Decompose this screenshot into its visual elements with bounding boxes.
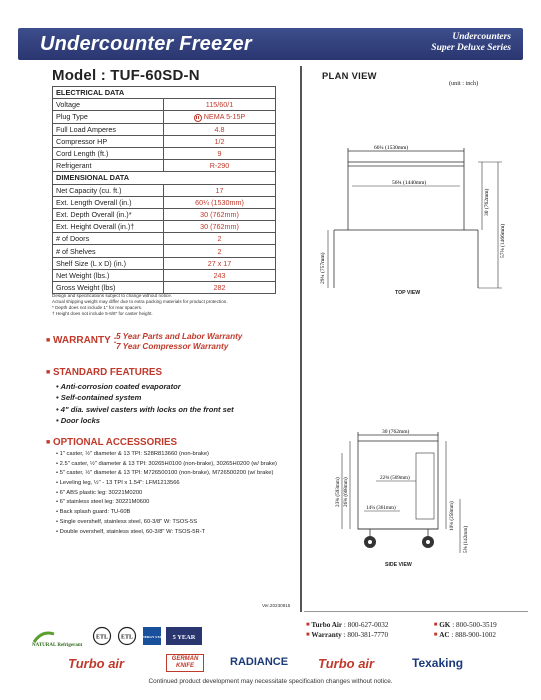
- accessory-item: • 6" stainless steel leg: 30221M0600: [56, 499, 150, 506]
- spec-row: [53, 111, 276, 123]
- spec-label: Ext. Height Overall (in.)†: [53, 221, 164, 233]
- spec-label: Shelf Size (L x D) (in.): [53, 257, 164, 269]
- spec-section-heading: ELECTRICAL DATA: [53, 87, 276, 99]
- bullet-icon: ■: [46, 438, 51, 446]
- spec-label: # of Doors: [53, 233, 164, 245]
- note-line: Design and specifications subject to change without notice.: [52, 293, 173, 298]
- standard-features-list: [56, 381, 234, 426]
- side-view-drawing: [320, 425, 525, 560]
- warranty-label: [46, 335, 117, 346]
- spec-label: Plug Type: [53, 111, 164, 123]
- standard-features-heading: [46, 367, 162, 378]
- feature-text: 4" dia. swivel casters with locks on the front set: [60, 404, 234, 414]
- etl-sanitation-logo: [117, 626, 137, 651]
- optional-accessories-list: [56, 451, 286, 538]
- spec-value: 2: [164, 233, 276, 245]
- brand-strip: [40, 650, 510, 672]
- svg-text:NATURAL Refrigerant: NATURAL Refrigerant: [32, 643, 83, 648]
- accessory-text: 6" ABS plastic leg: 30221M0200: [59, 489, 143, 496]
- unit-label: (unit : inch): [449, 80, 479, 87]
- dim-inner-length: 56¾ (1440mm): [392, 180, 427, 186]
- bullet-icon: ■: [433, 632, 438, 639]
- spec-label: Ext. Length Overall (in.): [53, 196, 164, 208]
- feature-item: • Self-contained system: [56, 393, 142, 403]
- contact-phone: 800-627-0032: [347, 621, 389, 629]
- spec-value-text: NEMA 5-15P: [203, 112, 246, 122]
- contact-phone: 800-381-7770: [347, 631, 389, 640]
- svg-text:ETL: ETL: [95, 634, 109, 641]
- warranty-line: 5 Year Parts and Labor Warranty: [116, 332, 243, 341]
- dim-side-width: 30 (762mm): [382, 429, 410, 435]
- optional-accessories-title: OPTIONAL ACCESSORIES: [52, 437, 178, 448]
- dim-shelf-depth: 14¼ (361mm): [366, 505, 396, 511]
- plug-icon: [194, 114, 202, 122]
- footer-note: Continued product development may necessitate specification changes without notice.: [148, 678, 393, 685]
- accessory-item: • 2.5" caster, ½" diameter & 13 TPI: 30265H0100 (non-brake), 30265H0200 (w/ brake): [56, 460, 277, 467]
- top-view-label: TOP VIEW: [395, 290, 421, 296]
- spec-section-heading: DIMENSIONAL DATA: [53, 172, 276, 184]
- series-line2: Super Deluxe Series: [431, 43, 511, 53]
- brand-radiance-logo: RADIANCE: [230, 656, 289, 668]
- spec-row: [53, 208, 276, 220]
- spec-label: Ext. Depth Overall (in.)*: [53, 208, 164, 220]
- dim-open-depth: 57⅝ (1466mm): [500, 223, 506, 258]
- note-line: * Depth does not include 1" for rear spacers.: [52, 305, 143, 310]
- feature-item: • Door locks: [56, 415, 101, 425]
- spec-row: [53, 123, 276, 135]
- feature-text: Anti-corrosion coated evaporator: [60, 382, 181, 391]
- spec-value: 60¼ (1530mm): [164, 196, 276, 208]
- contact-phone: 800-500-3519: [456, 621, 497, 629]
- dim-overall-length: 60¼ (1530mm): [374, 145, 409, 151]
- spec-label: Refrigerant: [53, 160, 164, 172]
- spec-row: [53, 233, 276, 245]
- model-number: Model : TUF-60SD-N: [52, 67, 200, 84]
- bullet-icon: ■: [433, 622, 438, 629]
- accessory-text: 6" stainless steel leg: 30221M0600: [59, 499, 150, 506]
- spec-row: [53, 257, 276, 269]
- spec-label: # of Shelves: [53, 245, 164, 257]
- spec-value: 243: [164, 269, 276, 281]
- spec-section-row: [53, 87, 276, 99]
- standard-features-title: STANDARD FEATURES: [52, 367, 163, 378]
- accessory-item: • Back splash guard: TU-60B: [56, 509, 131, 516]
- spec-value: [164, 111, 276, 123]
- spec-label: Full Load Amperes: [53, 123, 164, 135]
- feature-item: • 4" dia. swivel casters with locks on the front set: [56, 404, 234, 414]
- dim-inner-depth: 22⅜ (569mm): [380, 475, 410, 481]
- accessory-item: • 6" ABS plastic leg: 30221M0200: [56, 489, 143, 496]
- side-view-label: SIDE VIEW: [385, 562, 412, 568]
- contact-row: ■ Turbo Air : 800-627-0032 ■ GK : 800-500-3519: [306, 621, 497, 629]
- page-title: Undercounter Freezer: [40, 33, 252, 55]
- spec-value: 30 (762mm): [164, 221, 276, 233]
- accessory-text: 2.5" caster, ½" diameter & 13 TPI: 30265H0100 (non-brake), 30265H0200 (w/ brake): [59, 460, 277, 467]
- dim-side-height: 26⅜ (668mm): [343, 477, 349, 507]
- contact-block: [306, 620, 497, 641]
- warranty-label-text: WARRANTY :: [53, 335, 117, 346]
- spec-label: Net Capacity (cu. ft.): [53, 184, 164, 196]
- spec-label: Cord Length (ft.): [53, 147, 164, 159]
- bullet-icon: ■: [46, 336, 51, 344]
- accessory-text: Double overshelf, stainless steel, 60-3/8" W: TSOS-5R-T: [59, 528, 206, 535]
- contact-phone: 888-900-1002: [455, 631, 496, 640]
- contact-label: Turbo Air: [311, 621, 343, 629]
- series-label: [431, 32, 511, 54]
- spec-value: 1/2: [164, 135, 276, 147]
- accessory-text: Single overshelf, stainless steel, 60-3/8" W: TSOS-5S: [59, 518, 198, 525]
- dim-caster: 10⅛ (258mm): [449, 501, 455, 531]
- feature-item: • Anti-corrosion coated evaporator: [56, 382, 181, 391]
- spec-value: 9: [164, 147, 276, 159]
- accessory-item: • Leveling leg, ½" - 13 TPI x 1.54": LFM1213566: [56, 480, 180, 487]
- spec-row: [53, 221, 276, 233]
- spec-row: [53, 269, 276, 281]
- dim-door-depth: 29¾ (757mm): [320, 252, 326, 284]
- brand-turbo-air-logo: Turbo air: [68, 656, 125, 671]
- accessory-item: • 5" caster, ½" diameter & 13 TPI: M726500100 (non-brake), M726500200 (w/ brake): [56, 470, 274, 477]
- spec-label: Voltage: [53, 99, 164, 111]
- spec-value: 27 x 17: [164, 257, 276, 269]
- svg-text:ETL: ETL: [120, 634, 134, 641]
- spec-row: [53, 245, 276, 257]
- spec-table: [52, 86, 276, 294]
- series-line1: Undercounters: [452, 32, 511, 42]
- brand-turbo-air-logo: Turbo air: [318, 656, 375, 671]
- version-label: Ver.20230815: [262, 603, 291, 608]
- accessory-item: • Double overshelf, stainless steel, 60-3/8" W: TSOS-5R-T: [56, 528, 206, 535]
- spec-row: [53, 99, 276, 111]
- five-year-warranty-logo: [166, 627, 202, 650]
- bullet-icon: ■: [46, 368, 51, 376]
- bullet-icon: ■: [306, 622, 310, 629]
- spec-row: [53, 282, 276, 294]
- warranty-line: 7 Year Compressor Warranty: [116, 342, 229, 351]
- note-line: † Height does not include 5-6/8" for caster height.: [52, 311, 153, 316]
- brand-german-knife-logo: GERMAN KNIFE: [166, 654, 204, 672]
- spec-value: 2: [164, 245, 276, 257]
- spec-notes: [52, 293, 228, 317]
- contact-divider: [304, 611, 528, 612]
- accessory-text: Leveling leg, ½" - 13 TPI x 1.54": LFM1213566: [59, 480, 180, 487]
- feature-text: Door locks: [60, 415, 101, 425]
- spec-label: Net Weight (lbs.): [53, 269, 164, 281]
- accessory-item: • Single overshelf, stainless steel, 60-3/8" W: TSOS-5S: [56, 518, 198, 525]
- etl-logo: [92, 626, 112, 651]
- spec-label: Gross Weight (lbs): [53, 282, 164, 294]
- feature-text: Self-contained system: [60, 393, 142, 403]
- top-view-drawing: [310, 140, 525, 290]
- note-line: Actual shipping weight may differ due to extra packing materials for product protection.: [52, 299, 228, 304]
- brand-texaking-logo: Texaking: [412, 656, 464, 670]
- accessory-text: Back splash guard: TU-60B: [59, 509, 131, 516]
- spec-value: 30 (762mm): [164, 208, 276, 220]
- plan-view-title: PLAN VIEW: [322, 70, 377, 81]
- svg-text:5 YEAR: 5 YEAR: [172, 634, 196, 641]
- column-divider: [300, 66, 302, 612]
- spec-row: [53, 196, 276, 208]
- dim-side-inner-height: 23⅜ (593mm): [335, 477, 341, 507]
- contact-row: ■ Warranty : 800-381-7770 ■ AC : 888-900-1002: [306, 631, 496, 640]
- accessory-text: 5" caster, ½" diameter & 13 TPI: M726500100 (non-brake), M726500200 (w/ brake): [59, 470, 274, 477]
- spec-value: R-290: [164, 160, 276, 172]
- bullet-icon: ■: [306, 632, 310, 639]
- spec-value: 17: [164, 184, 276, 196]
- spec-row: [53, 135, 276, 147]
- contact-label: Warranty: [311, 631, 342, 640]
- spec-row: [53, 160, 276, 172]
- dim-depth: 30 (762mm): [484, 188, 490, 216]
- spec-value: 282: [164, 282, 276, 294]
- accessory-text: 1" caster, ½" diameter & 13 TPI: S28R813660 (non-brake): [59, 451, 209, 457]
- contact-label: AC: [439, 631, 450, 640]
- dim-leg: 5⅝ (142mm): [463, 525, 469, 553]
- spec-row: [53, 147, 276, 159]
- energy-star-logo: [139, 626, 165, 651]
- contact-label: GK: [439, 621, 451, 629]
- svg-text:ENERGY STAR: ENERGY STAR: [139, 635, 165, 639]
- spec-section-row: [53, 172, 276, 184]
- accessory-item: • 1" caster, ½" diameter & 13 TPI: S28R813660 (non-brake): [56, 451, 209, 457]
- spec-label: Compressor HP: [53, 135, 164, 147]
- spec-value: 4.8: [164, 123, 276, 135]
- spec-value: 115/60/1: [164, 99, 276, 111]
- optional-accessories-heading: [46, 437, 177, 448]
- spec-row: [53, 184, 276, 196]
- warranty-terms: [116, 332, 242, 352]
